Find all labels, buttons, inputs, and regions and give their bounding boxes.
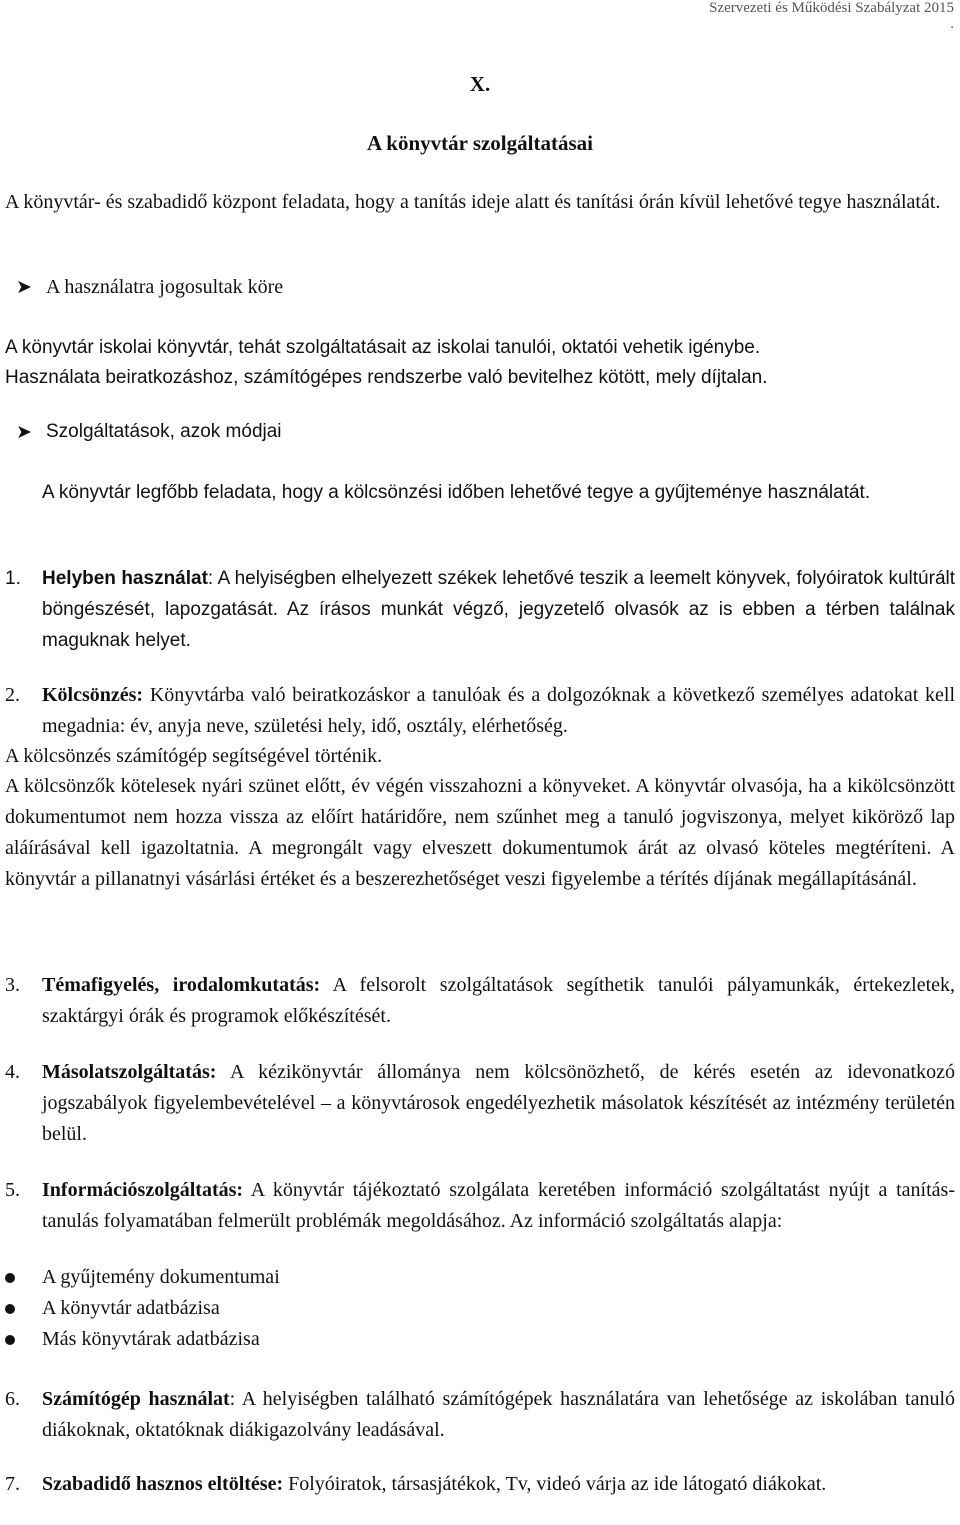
list-item-6 bbox=[5, 1384, 955, 1446]
list-item-1 bbox=[5, 563, 955, 656]
list-item-3 bbox=[5, 970, 955, 1032]
chapter-number: X. bbox=[469, 72, 491, 96]
section2-text: A könyvtár legfőbb feladata, hogy a kölcsönzési időben lehetővé tegye a gyűjteménye használatát. bbox=[42, 482, 871, 503]
list-item-5 bbox=[5, 1175, 955, 1237]
item-2-extra-1: A kölcsönzés számítógép segítségével történik. bbox=[5, 745, 383, 767]
item-number: 5. bbox=[5, 1179, 20, 1201]
item-2-extra-2: A kölcsönzők kötelesek nyári szünet előtt, év végén visszahozni a könyveket. A könyvtár olvasója, ha a kikölcsönzött dokumentumot nem hozza vissza az előírt határidőre, nem szűnhet meg a tanuló jogviszonya, melyet kiköröző lap aláírásával kell igazoltatnia. A megrongált vagy elveszett dokumentumok árát az olvasó köteles megtéríteni. A könyvtár a pillanatnyi vásárlási értéket és a beszerezhetőséget veszi figyelembe a térítés díjának megállapításánál. bbox=[5, 775, 955, 890]
arrow-bullet-icon: ➤ bbox=[16, 422, 32, 443]
bullet-item bbox=[5, 1262, 280, 1293]
page-title: A könyvtár szolgáltatásai bbox=[367, 131, 593, 155]
section1-text-1: A könyvtár iskolai könyvtár, tehát szolgáltatásait az iskolai tanulói, oktatói vehetik igénybe. bbox=[5, 337, 761, 358]
item-text: A helyiségben elhelyezett székek lehetővé teszik a leemelt könyvek, folyóiratok kultúrált böngészését, lapozgatását. Az írásos munkát végző, jegyzetelő olvasók az is ebben a térben találnak maguknak helyet. bbox=[42, 568, 956, 651]
item-separator: : bbox=[207, 568, 214, 589]
section2-heading bbox=[16, 421, 282, 443]
item-number: 3. bbox=[5, 974, 20, 996]
list-item-4 bbox=[5, 1057, 955, 1150]
item-number: 4. bbox=[5, 1061, 20, 1083]
item-text: A felsorolt szolgáltatások segíthetik tanulói pályamunkák, értekezletek, szaktárgyi órák és programok előkészítését. bbox=[42, 974, 955, 1027]
bullet-item bbox=[5, 1293, 220, 1324]
section1-text-2: Használata beiratkozáshoz, számítógépes rendszerbe való bevitelhez kötött, mely díjtalan. bbox=[5, 367, 768, 388]
disc-bullet-icon bbox=[5, 1335, 15, 1345]
bullet-text: Más könyvtárak adatbázisa bbox=[42, 1328, 260, 1350]
item-text: Könyvtárba való beiratkozáskor a tanulóak és a dolgozóknak a következő személyes adatokat kell megadnia: év, anyja neve, születési hely, idő, osztály, elérhetőség. bbox=[42, 684, 955, 737]
list-item-2 bbox=[5, 680, 955, 742]
section1-heading-text: A használatra jogosultak köre bbox=[46, 276, 284, 298]
item-separator: : bbox=[229, 1388, 236, 1410]
item-label: Témafigyelés, irodalomkutatás: bbox=[42, 974, 321, 996]
intro-paragraph: A könyvtár- és szabadidő központ feladata, hogy a tanítás ideje alatt és tanítási órán kívül lehetővé tegye használatát. bbox=[5, 191, 941, 213]
item-number: 7. bbox=[5, 1473, 20, 1495]
header-dot: . bbox=[950, 16, 954, 32]
item-number: 1. bbox=[5, 568, 21, 589]
item-text: A könyvtár tájékoztató szolgálata keretében információ szolgáltatást nyújt a tanítás-tanulás folyamatában felmerült problémák megoldásához. Az információ szolgáltatás alapja: bbox=[42, 1179, 955, 1232]
list-item-7 bbox=[5, 1469, 955, 1500]
bullet-text: A könyvtár adatbázisa bbox=[42, 1297, 220, 1319]
header-title: Szervezeti és Működési Szabályzat 2015 bbox=[709, 0, 954, 16]
item-label: Szabadidő hasznos eltöltése: bbox=[42, 1473, 284, 1495]
bullet-item bbox=[5, 1324, 260, 1355]
item-number: 2. bbox=[5, 684, 20, 706]
disc-bullet-icon bbox=[5, 1304, 15, 1314]
item-text: A kézikönyvtár állománya nem kölcsönözhető, de kérés esetén az idevonatkozó jogszabályok figyelembevételével – a könyvtárosok engedélyezhetik másolatok készítését az intézmény területén belül. bbox=[42, 1061, 955, 1145]
item-label: Másolatszolgáltatás: bbox=[42, 1061, 217, 1083]
item-text: A helyiségben található számítógépek használatára van lehetősége az iskolában tanuló diákoknak, oktatóknak diákigazolvány leadásával. bbox=[42, 1388, 956, 1441]
disc-bullet-icon bbox=[5, 1273, 15, 1283]
item-label: Információszolgáltatás: bbox=[42, 1179, 244, 1201]
item-label: Számítógép használat bbox=[42, 1388, 230, 1410]
section1-heading bbox=[16, 276, 284, 299]
bullet-text: A gyűjtemény dokumentumai bbox=[42, 1266, 280, 1288]
item-label: Kölcsönzés: bbox=[42, 684, 144, 706]
item-number: 6. bbox=[5, 1388, 20, 1410]
arrow-bullet-icon: ➤ bbox=[16, 277, 32, 298]
item-label: Helyben használat bbox=[42, 568, 208, 589]
section2-heading-text: Szolgáltatások, azok módjai bbox=[46, 421, 282, 442]
item-text: Folyóiratok, társasjátékok, Tv, videó várja az ide látogató diákokat. bbox=[283, 1473, 827, 1495]
running-header bbox=[709, 0, 954, 31]
